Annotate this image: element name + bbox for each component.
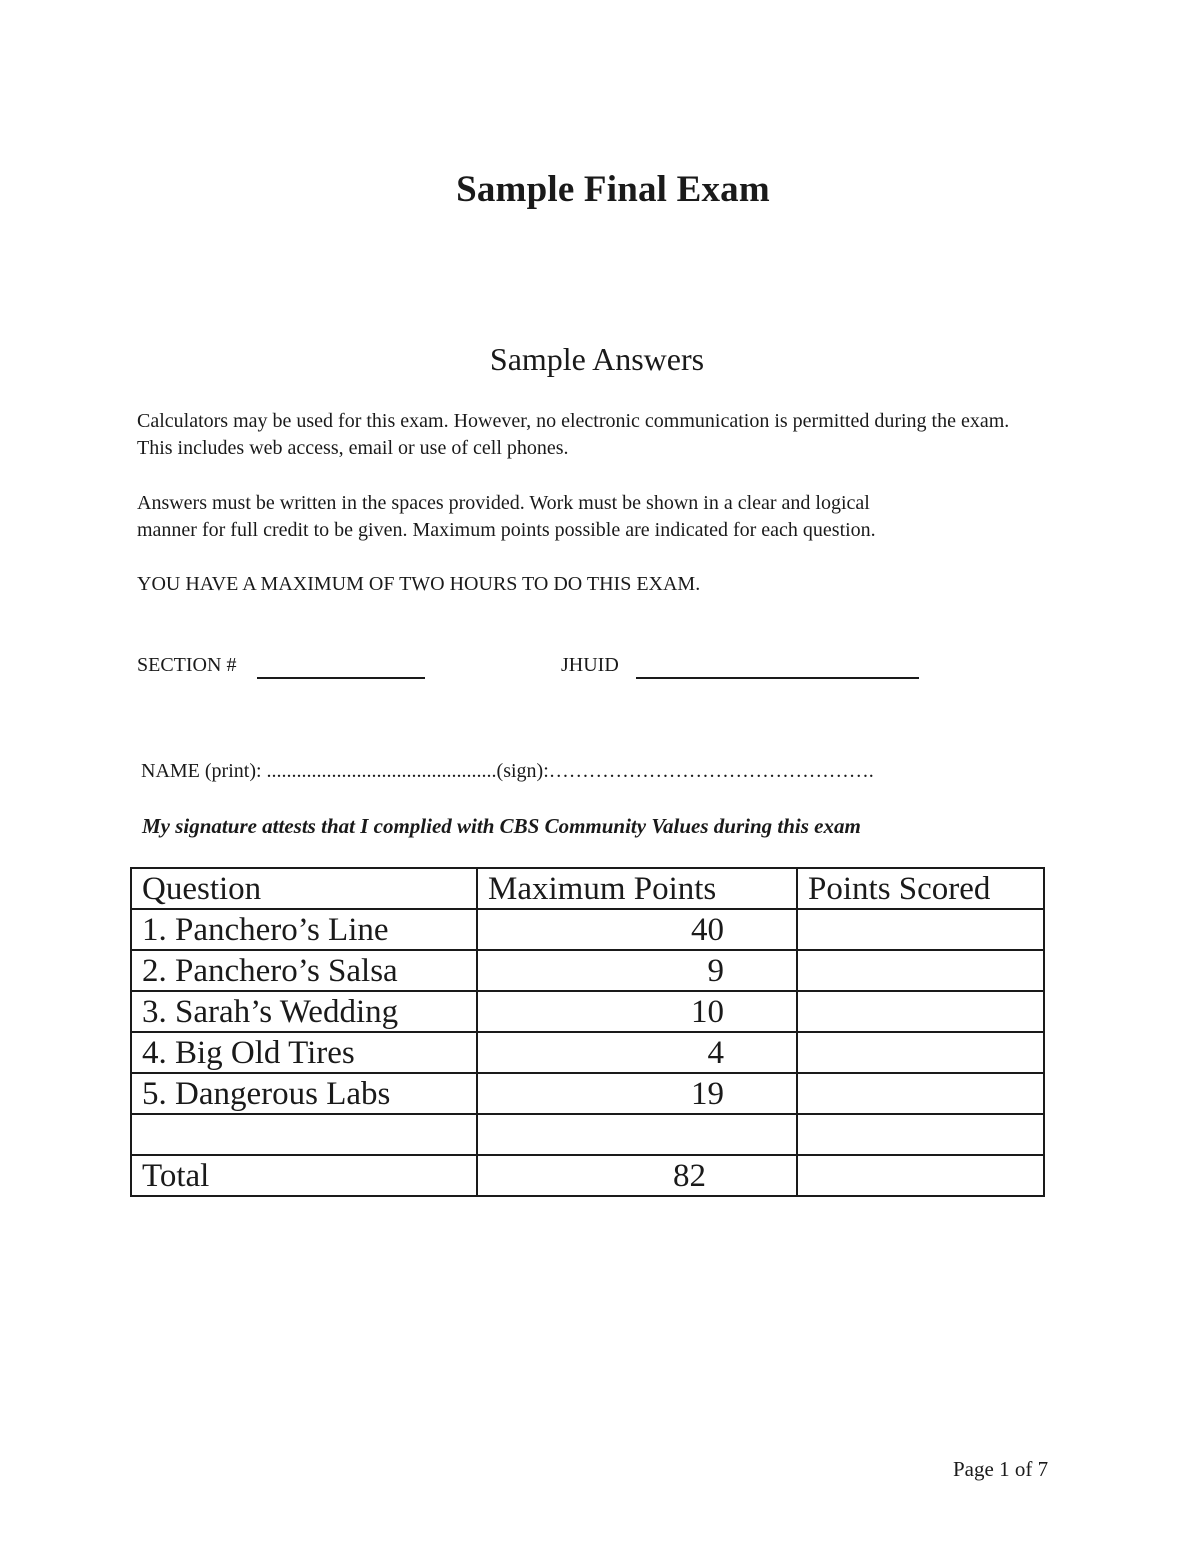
question-cell: 2. Panchero’s Salsa <box>131 950 477 991</box>
points-scored-cell[interactable] <box>797 909 1044 950</box>
column-header-points-scored: Points Scored <box>797 868 1044 909</box>
column-header-question: Question <box>131 868 477 909</box>
table-row <box>131 991 1044 1032</box>
total-label-cell: Total <box>131 1155 477 1196</box>
max-points-cell: 10 <box>477 991 797 1032</box>
points-scored-cell[interactable] <box>797 1032 1044 1073</box>
instructions-answers <box>137 490 876 544</box>
score-table <box>130 867 1045 1197</box>
table-row-empty <box>131 1114 1044 1155</box>
column-header-max-points: Maximum Points <box>477 868 797 909</box>
instructions-line: Calculators may be used for this exam. However, no electronic communication is permitted during the exam. <box>137 410 1010 432</box>
table-header-row <box>131 868 1044 909</box>
instructions-line: Answers must be written in the spaces provided. Work must be shown in a clear and logical <box>137 492 870 514</box>
total-max-points-cell: 82 <box>477 1155 797 1196</box>
points-scored-cell[interactable] <box>797 950 1044 991</box>
question-cell: 3. Sarah’s Wedding <box>131 991 477 1032</box>
max-points-cell <box>477 1114 797 1155</box>
max-points-cell: 19 <box>477 1073 797 1114</box>
total-points-scored-cell[interactable] <box>797 1155 1044 1196</box>
name-signature-line[interactable]: NAME (print): ..............................................(sign):…………………………………………. <box>141 760 874 782</box>
question-cell: 1. Panchero’s Line <box>131 909 477 950</box>
table-row <box>131 909 1044 950</box>
page-subtitle: Sample Answers <box>489 341 705 377</box>
time-limit-notice: YOU HAVE A MAXIMUM OF TWO HOURS TO DO THIS EXAM. <box>137 573 701 595</box>
max-points-cell: 40 <box>477 909 797 950</box>
instructions-line: This includes web access, email or use of cell phones. <box>137 437 569 459</box>
section-label: SECTION # <box>137 654 237 676</box>
page-number: Page 1 of 7 <box>953 1457 1049 1481</box>
max-points-cell: 4 <box>477 1032 797 1073</box>
attestation-statement: My signature attests that I complied with CBS Community Values during this exam <box>142 814 861 838</box>
jhuid-input-line[interactable] <box>636 677 919 679</box>
question-cell <box>131 1114 477 1155</box>
instructions-line: manner for full credit to be given. Maximum points possible are indicated for each question. <box>137 519 876 541</box>
instructions-calculators <box>137 408 1009 462</box>
table-row <box>131 1073 1044 1114</box>
table-row <box>131 950 1044 991</box>
table-total-row <box>131 1155 1044 1196</box>
table-row <box>131 1032 1044 1073</box>
points-scored-cell[interactable] <box>797 991 1044 1032</box>
points-scored-cell[interactable] <box>797 1114 1044 1155</box>
jhuid-label: JHUID <box>561 654 619 676</box>
page-title: Sample Final Exam <box>456 169 770 210</box>
section-input-line[interactable] <box>257 677 425 679</box>
max-points-cell: 9 <box>477 950 797 991</box>
question-cell: 4. Big Old Tires <box>131 1032 477 1073</box>
question-cell: 5. Dangerous Labs <box>131 1073 477 1114</box>
points-scored-cell[interactable] <box>797 1073 1044 1114</box>
